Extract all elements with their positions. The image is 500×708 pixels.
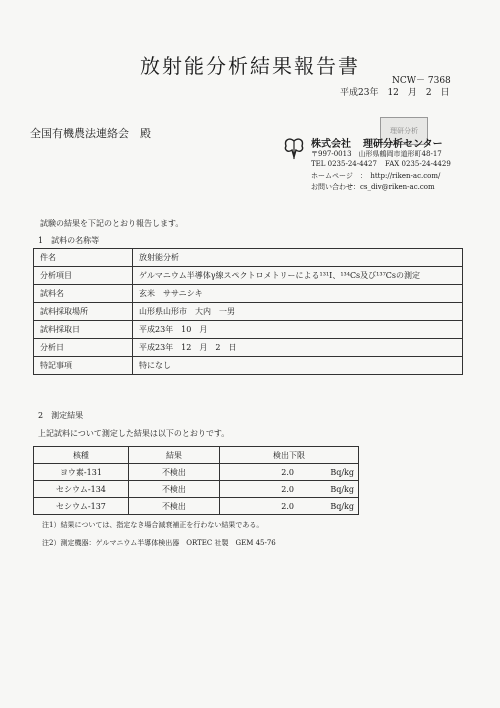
note-1: 注1）結果については、指定なき場合減衰補正を行わない結果である。: [42, 521, 264, 529]
section-2-heading: 2 測定結果: [38, 411, 84, 420]
info-label: 試料採取場所: [34, 303, 133, 321]
info-label: 件名: [34, 249, 133, 267]
result-nuclide: ヨウ素-131: [34, 464, 129, 481]
info-value: 玄米 ササニシキ: [133, 285, 463, 303]
result-unit: Bq/kg: [330, 501, 354, 511]
info-label: 分析項目: [34, 267, 133, 285]
company-homepage: ホームページ ： http://riken-ac.com/: [311, 172, 441, 180]
result-nuclide: セシウム-134: [34, 481, 129, 498]
info-row: [34, 339, 463, 357]
result-row: [34, 498, 359, 515]
result-row: [34, 481, 359, 498]
company-fax: FAX 0235-24-4429: [385, 160, 451, 168]
info-row: [34, 285, 463, 303]
info-value: ゲルマニウム半導体γ線スペクトロメトリーによる¹³¹I、¹³⁴Cs及び¹³⁷Csの測定: [133, 267, 463, 285]
result-value: 不検出: [128, 498, 219, 515]
result-limit-cell: [220, 464, 359, 481]
header-result: 結果: [128, 447, 219, 464]
result-unit: Bq/kg: [330, 484, 354, 494]
result-limit: 2.0: [281, 484, 294, 494]
company-seal-stamp: 理研分析: [380, 117, 428, 145]
header-limit: 検出下限: [220, 447, 359, 464]
result-nuclide: セシウム-137: [34, 498, 129, 515]
intro-text: 試験の結果を下記のとおり報告します。: [40, 219, 184, 228]
note-2: 注2）測定機器：ゲルマニウム半導体検出器 ORTEC 社製 GEM 45-76: [42, 539, 276, 547]
document-number: NCW－ 7368: [392, 76, 451, 86]
recipient: 全国有機農法連絡会 殿: [30, 127, 151, 140]
info-label: 試料採取日: [34, 321, 133, 339]
result-value: 不検出: [128, 464, 219, 481]
info-row: [34, 267, 463, 285]
result-limit: 2.0: [281, 467, 294, 477]
header-nuclide: 核種: [34, 447, 129, 464]
results-table: [33, 446, 359, 515]
company-type: 株式会社: [311, 139, 351, 150]
report-date: 平成23年 12 月 2 日: [340, 88, 450, 98]
info-row: [34, 303, 463, 321]
info-value: 平成23年 10 月: [133, 321, 463, 339]
company-contact: お問い合わせ：cs_div@riken-ac.com: [311, 183, 435, 191]
section-1-heading: 1 試料の名称等: [38, 236, 100, 245]
company-tel: TEL 0235-24-4427: [311, 160, 377, 168]
result-limit-cell: [220, 498, 359, 515]
company-logo-icon: [283, 137, 305, 161]
result-value: 不検出: [128, 481, 219, 498]
info-label: 試料名: [34, 285, 133, 303]
info-label: 分析日: [34, 339, 133, 357]
info-value: 山形県山形市 大内 一男: [133, 303, 463, 321]
company-name: [311, 135, 443, 150]
info-row: [34, 357, 463, 375]
company-name-text: 理研分析センター: [363, 139, 443, 150]
info-value: 特になし: [133, 357, 463, 375]
results-header-row: [34, 447, 359, 464]
section-2-subtext: 上記試料について測定した結果は以下のとおりです。: [38, 429, 230, 438]
result-row: [34, 464, 359, 481]
company-address: 〒997-0013 山形県鶴岡市道形町48-17: [311, 150, 442, 158]
result-limit: 2.0: [281, 501, 294, 511]
info-row: [34, 249, 463, 267]
report-title: 放射能分析結果報告書: [140, 54, 360, 78]
info-label: 特記事項: [34, 357, 133, 375]
result-unit: Bq/kg: [330, 467, 354, 477]
info-row: [34, 321, 463, 339]
sample-info-table: [33, 248, 463, 375]
info-value: 放射能分析: [133, 249, 463, 267]
result-limit-cell: [220, 481, 359, 498]
info-value: 平成23年 12 月 2 日: [133, 339, 463, 357]
